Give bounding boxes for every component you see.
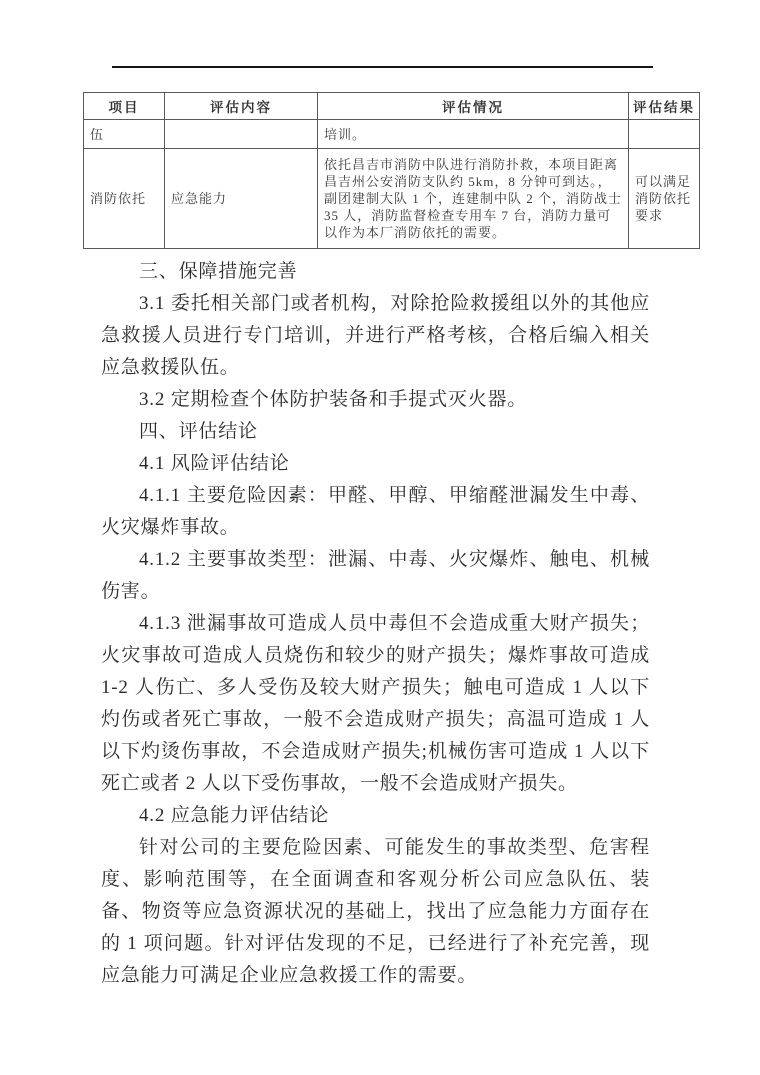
subsection-heading-4-1: 4.1 风险评估结论 [139,453,290,474]
document-body [101,256,650,992]
table-header-content: 评估内容 [165,93,318,120]
table-header-item: 项目 [84,93,165,120]
cell-result: 可以满足消防依托要求 [629,149,700,249]
assessment-table [83,92,700,249]
paragraph-3-2: 3.2 定期检查个体防护装备和手提式灭火器。 [139,389,528,410]
section-heading-3: 三、保障措施完善 [139,261,298,282]
cell-situation: 培训。 [318,120,629,149]
table-row [84,120,700,149]
table-row [84,149,700,249]
table-header-row [84,93,700,120]
cell-content: 应急能力 [165,149,318,249]
subsection-heading-4-2: 4.2 应急能力评估结论 [139,805,330,826]
table-header-situation: 评估情况 [318,93,629,120]
cell-item: 伍 [84,120,165,149]
paragraph-4-1-2: 4.1.2 主要事故类型：泄漏、中毒、火灾爆炸、触电、机械伤害。 [101,549,650,602]
table-header-result: 评估结果 [629,93,700,120]
paragraph-4-2-body: 针对公司的主要危险因素、可能发生的事故类型、危害程度、影响范围等，在全面调查和客观分析公司应急队伍、装备、物资等应急资源状况的基础上，找出了应急能力方面存在的 1 项问题。针对评估发现的不足，已经进行了补充完善，现应急能力可满足企业应急救援工作的需要。 [101,837,650,986]
cell-content [165,120,318,149]
cell-result [629,120,700,149]
paragraph-3-1: 3.1 委托相关部门或者机构，对除抢险救援组以外的其他应急救援人员进行专门培训，并进行严格考核，合格后编入相关应急救援队伍。 [101,293,650,378]
page-header-rule [112,66,653,68]
paragraph-4-1-3: 4.1.3 泄漏事故可造成人员中毒但不会造成重大财产损失；火灾事故可造成人员烧伤和较少的财产损失；爆炸事故可造成 1-2 人伤亡、多人受伤及较大财产损失；触电可造成 1 人以下灼伤或者死亡事故，一般不会造成财产损失；高温可造成 1 人以下灼烫伤事故，不会造成财产损失;机械伤害可造成 1 人以下死亡或者 2 人以下受伤事故，一般不会造成财产损失。 [101,613,650,794]
cell-situation: 依托昌吉市消防中队进行消防扑救，本项目距离昌吉州公安消防支队约 5km，8 分钟可到达。，副团建制大队 1 个，连建制中队 2 个，消防战士 35 人，消防监督检查专用车 7 台，消防力量可以作为本厂消防依托的需要。 [318,149,629,249]
section-heading-4: 四、评估结论 [139,421,258,442]
paragraph-4-1-1: 4.1.1 主要危险因素：甲醛、甲醇、甲缩醛泄漏发生中毒、火灾爆炸事故。 [101,485,650,538]
cell-item: 消防依托 [84,149,165,249]
